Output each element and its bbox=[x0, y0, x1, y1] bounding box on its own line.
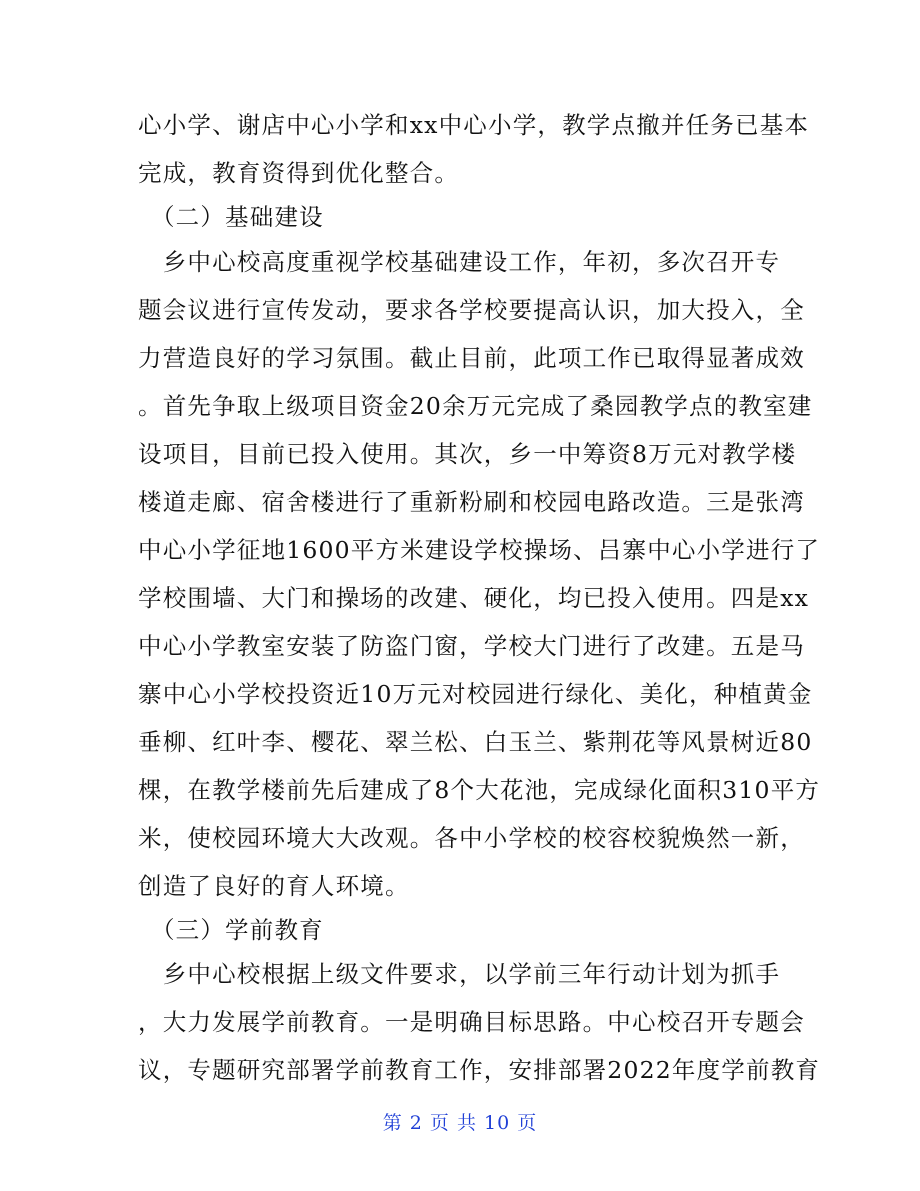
text-line: 学校围墙、大门和操场的改建、硬化，均已投入使用。四是xx bbox=[138, 584, 810, 612]
text-line: 创造了良好的育人环境。 bbox=[138, 872, 410, 900]
text-line: 设项目，目前已投入使用。其次，乡一中筹资8万元对教学楼 bbox=[138, 440, 797, 468]
text-line: 乡中心校根据上级文件要求，以学前三年行动计划为抓手 bbox=[138, 960, 781, 988]
text-line: 棵，在教学楼前先后建成了8个大花池，完成绿化面积310平方 bbox=[138, 776, 821, 804]
text-line: 。首先争取上级项目资金20余万元完成了桑园教学点的教室建 bbox=[138, 392, 813, 420]
text-line: 题会议进行宣传发动，要求各学校要提高认识，加大投入，全 bbox=[138, 296, 805, 324]
text-line: 心小学、谢店中心小学和xx中心小学，教学点撤并任务已基本 bbox=[138, 111, 810, 139]
text-line: 力营造良好的学习氛围。截止目前，此项工作已取得显著成效 bbox=[138, 344, 805, 372]
text-line: 完成，教育资得到优化整合。 bbox=[138, 159, 460, 187]
text-line: 米，使校园环境大大改观。各中小学校的校容校貌焕然一新， bbox=[138, 824, 805, 852]
text-line: 议，专题研究部署学前教育工作，安排部署2022年度学前教育 bbox=[138, 1056, 821, 1084]
section-heading: （二）基础建设 bbox=[138, 203, 324, 231]
text-line: ，大力发展学前教育。一是明确目标思路。中心校召开专题会 bbox=[138, 1008, 805, 1036]
section-heading: （三）学前教育 bbox=[138, 916, 324, 944]
text-line: 中心小学教室安装了防盗门窗，学校大门进行了改建。五是马 bbox=[138, 632, 805, 660]
text-line: 寨中心小学校投资近10万元对校园进行绿化、美化，种植黄金 bbox=[138, 680, 813, 708]
text-line: 中心小学征地1600平方米建设学校操场、吕寨中心小学进行了 bbox=[138, 536, 821, 564]
text-line: 垂柳、红叶李、樱花、翠兰松、白玉兰、紫荆花等风景树近80 bbox=[138, 728, 813, 756]
page-number-footer: 第 2 页 共 10 页 bbox=[382, 1112, 538, 1134]
text-line: 楼道走廊、宿舍楼进行了重新粉刷和校园电路改造。三是张湾 bbox=[138, 488, 805, 516]
text-line: 乡中心校高度重视学校基础建设工作，年初，多次召开专 bbox=[138, 248, 781, 276]
